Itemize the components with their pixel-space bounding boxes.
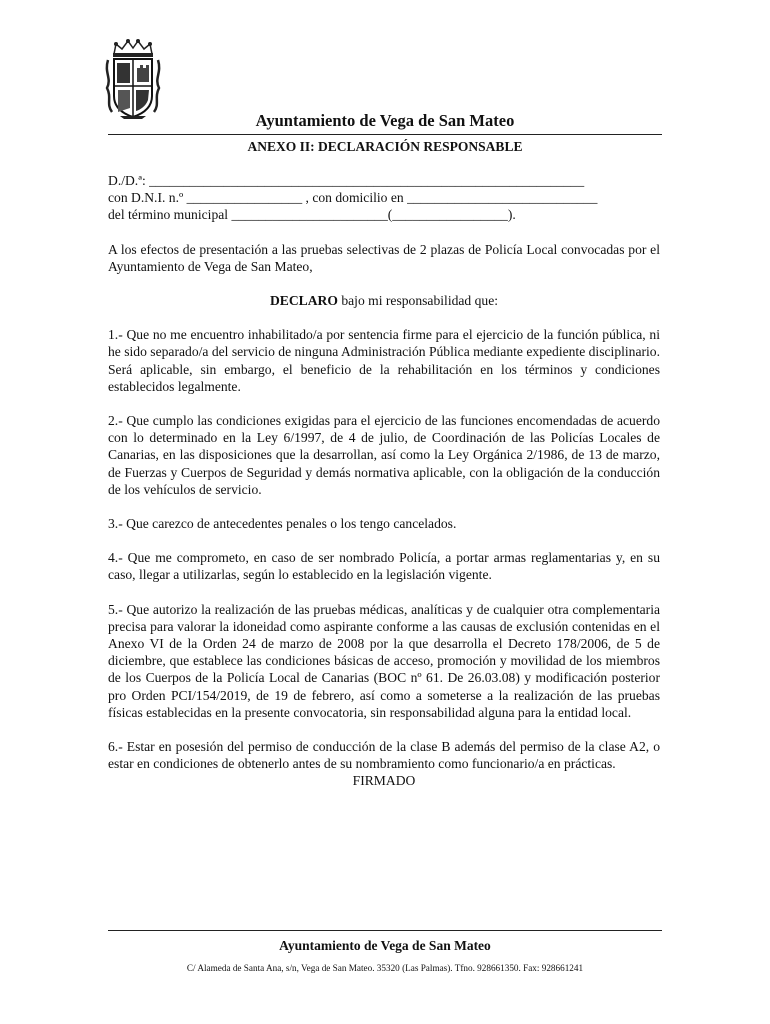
declaration-item-2: 2.- Que cumplo las condiciones exigidas para el ejercicio de las funciones encomendadas de acuerdo con lo determinado en la Ley 6/1997, de 4 de julio, de Coordinación de las Policías Locales de Canarias, en las disposiciones que la desarrollan, así como la Ley Orgánica 2/1986, de 13 de marzo, de Fuerzas y Cuerpos de Seguridad y demás normativa aplicable, con la obligación de la conducción de los vehículos de servicio. — [108, 413, 660, 497]
declaration-item-5: 5.- Que autorizo la realización de las pruebas médicas, analíticas y de cualquier otra complementaria precisa para valorar la idoneidad como aspirante conforme a las causas de exclusión contenidas en el Anexo VI de la Orden 24 de marzo de 2008 por la que desarrolla el Decreto 178/2006, de 5 de diciembre, que establece las condiciones básicas de acceso, promoción y movilidad de los miembros de los Cuerpos de la Policía Local de Canarias (BOC nº 61. De 26.03.08) y modificación posterior pro Orden PCI/154/2019, de 19 de febrero, así como a someterse a la realización de las pruebas físicas establecidas en la presente convocatoria, sin responsabilidad alguna para la entidad local. — [108, 601, 660, 720]
footer-address: C/ Alameda de Santa Ana, s/n, Vega de San Mateo. 35320 (Las Palmas). Tfno. 928661350. Fax: 928661241 — [186, 963, 584, 973]
personal-data-fields — [108, 172, 660, 224]
footer-title: Ayuntamiento de Vega de San Mateo — [279, 938, 491, 953]
document-body — [108, 172, 660, 790]
declaration-item-6: 6.- Estar en posesión del permiso de conducción de la clase B además del permiso de la clase A2, o estar en condiciones de obtenerlo antes de su nombramiento como funcionario/a en prácticas. — [108, 739, 660, 772]
declaro-heading — [108, 292, 660, 309]
annex-title: ANEXO II: DECLARACIÓN RESPONSABLE — [247, 139, 523, 154]
coat-of-arms-icon — [104, 38, 162, 120]
municipality-field-line[interactable]: del término municipal _______________________(_________________). — [108, 207, 516, 223]
signature-label: FIRMADO — [352, 773, 416, 789]
footer-divider — [108, 930, 662, 931]
declaro-bold: DECLARO — [269, 293, 338, 309]
name-field-line[interactable]: D./D.ª: ________________________________________________________________ — [108, 173, 585, 188]
declaro-rest: bajo mi responsabilidad que: — [337, 293, 499, 309]
declaration-item-3: 3.- Que carezco de antecedentes penales o los tengo cancelados. — [108, 516, 457, 532]
intro-paragraph: A los efectos de presentación a las pruebas selectivas de 2 plazas de Policía Local convocadas por el Ayuntamiento de Vega de San Mateo, — [108, 241, 660, 274]
header-title: Ayuntamiento de Vega de San Mateo — [255, 111, 515, 130]
declaration-item-1: 1.- Que no me encuentro inhabilitado/a por sentencia firme para el ejercicio de la función pública, ni he sido separado/a del servicio de ninguna Administración Pública mediante expediente disciplinario. Será aplicable, sin embargo, el beneficio de la rehabilitación en los términos y condiciones establecidos legalmente. — [108, 327, 660, 394]
declaration-item-4: 4.- Que me comprometo, en caso de ser nombrado Policía, a portar armas reglamentarias y, en su caso, llegar a utilizarlas, según lo establecido en la legislación vigente. — [108, 550, 660, 583]
header-divider — [108, 134, 662, 135]
dni-address-field-line[interactable]: con D.N.I. n.º _________________ , con domicilio en ____________________________ — [108, 190, 598, 206]
